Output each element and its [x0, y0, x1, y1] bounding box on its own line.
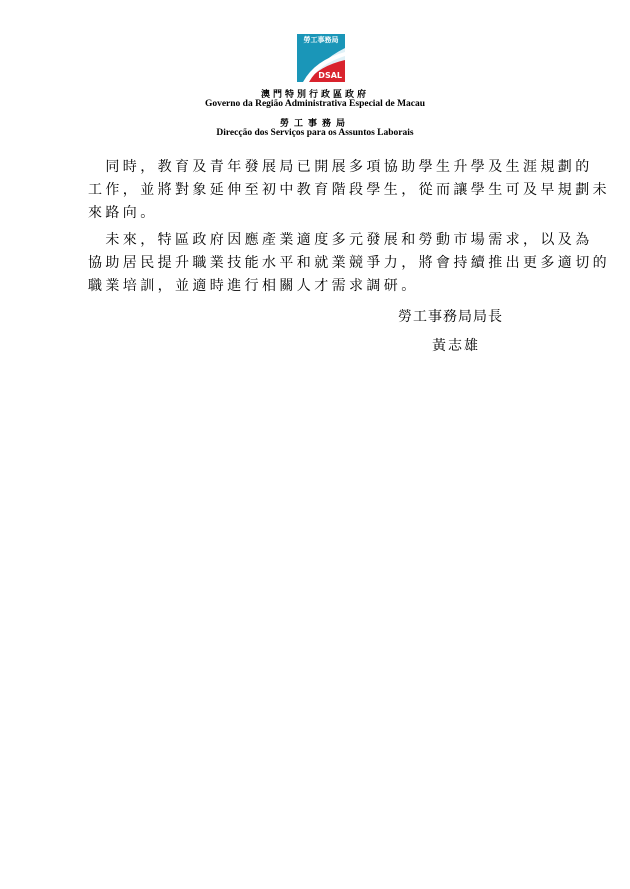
government-name-chinese: 澳門特別行政區政府 — [260, 90, 369, 100]
paragraph-2-line: 協助居民提升職業技能水平和就業競爭力，將會持續推出更多適切的 — [88, 255, 610, 271]
paragraph-2 — [88, 229, 610, 298]
paragraph-1-line: 同時，教育及青年發展局已開展多項協助學生升學及生涯規劃的 — [88, 159, 593, 175]
paragraph-1-line: 工作，並將對象延伸至初中教育階段學生，從而讓學生可及早規劃未 — [88, 182, 610, 198]
logo-bottom-text: DSAL — [318, 71, 342, 80]
paragraph-1 — [88, 156, 610, 225]
department-name-chinese: 勞工事務局 — [279, 119, 350, 129]
signature-title: 勞工事務局局長 — [398, 309, 503, 325]
dsal-logo — [297, 34, 345, 82]
paragraph-1-line: 來路向。 — [88, 205, 158, 221]
department-name-portuguese: Direcção dos Serviços para os Assuntos Laborais — [216, 128, 414, 138]
signature-name: 黃志雄 — [432, 338, 480, 354]
government-name-portuguese: Governo da Região Administrativa Especial de Macau — [204, 99, 426, 109]
paragraph-2-line: 職業培訓，並適時進行相關人才需求調研。 — [88, 278, 419, 294]
logo-top-text: 勞工事務局 — [303, 36, 339, 44]
paragraph-2-line: 未來，特區政府因應產業適度多元發展和勞動市場需求，以及為 — [88, 232, 593, 248]
